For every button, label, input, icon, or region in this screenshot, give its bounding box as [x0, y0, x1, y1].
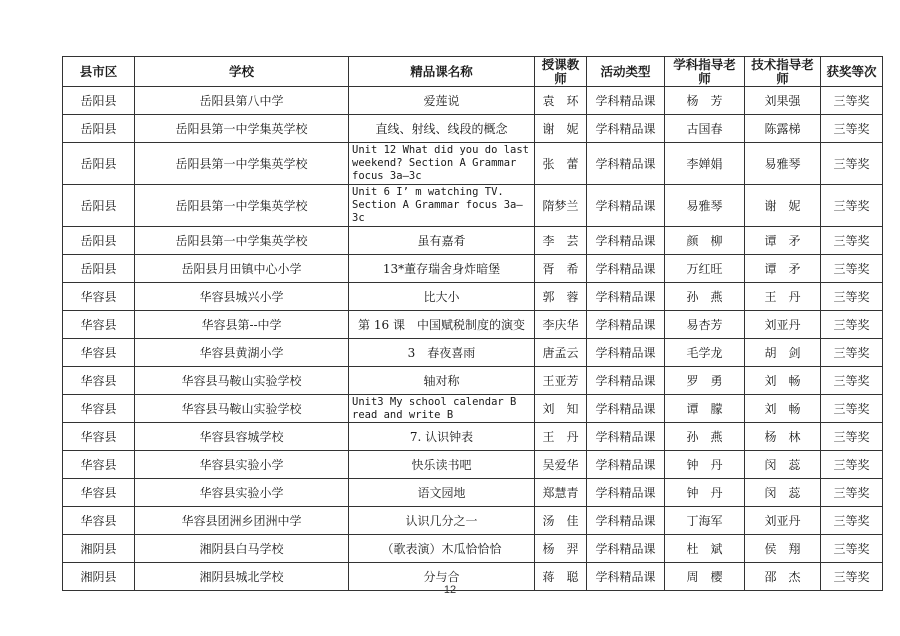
award-cell: 三等奖: [821, 535, 883, 563]
county-cell: 湘阴县: [63, 563, 135, 591]
school-cell: 岳阳县第一中学集英学校: [135, 185, 349, 227]
tech-advisor-cell: 闵 蕊: [745, 479, 821, 507]
activity-type-cell: 学科精品课: [587, 283, 665, 311]
tech-advisor-cell: 刘果强: [745, 87, 821, 115]
county-cell: 华容县: [63, 339, 135, 367]
tech-advisor-cell: 刘亚丹: [745, 507, 821, 535]
county-cell: 华容县: [63, 423, 135, 451]
award-cell: 三等奖: [821, 227, 883, 255]
activity-type-cell: 学科精品课: [587, 507, 665, 535]
course-cell: 虽有嘉肴: [349, 227, 535, 255]
course-cell: 直线、射线、线段的概念: [349, 115, 535, 143]
table-row: [63, 479, 883, 507]
county-cell: 华容县: [63, 479, 135, 507]
school-cell: 岳阳县第一中学集英学校: [135, 227, 349, 255]
subject-advisor-cell: 杨 芳: [665, 87, 745, 115]
course-cell: 快乐读书吧: [349, 451, 535, 479]
tech-advisor-cell: 刘亚丹: [745, 311, 821, 339]
award-table: [62, 56, 883, 591]
activity-type-cell: 学科精品课: [587, 115, 665, 143]
school-cell: 湘阴县白马学校: [135, 535, 349, 563]
col-header-award: 获奖等次: [821, 57, 883, 87]
award-cell: 三等奖: [821, 255, 883, 283]
course-cell: Unit 6 I’ m watching TV. Section A Grammar focus 3a—3c: [349, 185, 535, 227]
award-cell: 三等奖: [821, 283, 883, 311]
teacher-cell: 唐孟云: [535, 339, 587, 367]
teacher-cell: 汤 佳: [535, 507, 587, 535]
table-row: [63, 143, 883, 185]
teacher-cell: 郑慧青: [535, 479, 587, 507]
col-header-county: 县市区: [63, 57, 135, 87]
course-cell: 分与合: [349, 563, 535, 591]
teacher-cell: 李庆华: [535, 311, 587, 339]
table-row: [63, 339, 883, 367]
activity-type-cell: 学科精品课: [587, 395, 665, 423]
subject-advisor-cell: 颜 柳: [665, 227, 745, 255]
activity-type-cell: 学科精品课: [587, 255, 665, 283]
teacher-cell: 王 丹: [535, 423, 587, 451]
course-cell: 13*董存瑞舍身炸暗堡: [349, 255, 535, 283]
tech-advisor-cell: 刘 畅: [745, 367, 821, 395]
school-cell: 华容县实验小学: [135, 479, 349, 507]
award-cell: 三等奖: [821, 563, 883, 591]
school-cell: 华容县第--中学: [135, 311, 349, 339]
activity-type-cell: 学科精品课: [587, 311, 665, 339]
subject-advisor-cell: 谭 朦: [665, 395, 745, 423]
school-cell: 华容县实验小学: [135, 451, 349, 479]
subject-advisor-cell: 孙 燕: [665, 423, 745, 451]
teacher-cell: 蒋 聪: [535, 563, 587, 591]
course-cell: 语文园地: [349, 479, 535, 507]
col-header-teacher: 授课教师: [535, 57, 587, 87]
col-header-subject-advisor: 学科指导老师: [665, 57, 745, 87]
county-cell: 华容县: [63, 451, 135, 479]
activity-type-cell: 学科精品课: [587, 451, 665, 479]
award-cell: 三等奖: [821, 367, 883, 395]
activity-type-cell: 学科精品课: [587, 423, 665, 451]
award-cell: 三等奖: [821, 395, 883, 423]
award-cell: 三等奖: [821, 339, 883, 367]
course-cell: （歌表演）木瓜恰恰恰: [349, 535, 535, 563]
activity-type-cell: 学科精品课: [587, 227, 665, 255]
activity-type-cell: 学科精品课: [587, 87, 665, 115]
award-cell: 三等奖: [821, 87, 883, 115]
course-cell: 认识几分之一: [349, 507, 535, 535]
activity-type-cell: 学科精品课: [587, 535, 665, 563]
tech-advisor-cell: 陈露梯: [745, 115, 821, 143]
teacher-cell: 胥 希: [535, 255, 587, 283]
teacher-cell: 杨 羿: [535, 535, 587, 563]
school-cell: 华容县容城学校: [135, 423, 349, 451]
county-cell: 华容县: [63, 311, 135, 339]
table-row: [63, 283, 883, 311]
activity-type-cell: 学科精品课: [587, 339, 665, 367]
table-row: [63, 227, 883, 255]
table-row: [63, 535, 883, 563]
teacher-cell: 隋梦兰: [535, 185, 587, 227]
table-row: [63, 255, 883, 283]
col-header-school: 学校: [135, 57, 349, 87]
activity-type-cell: 学科精品课: [587, 185, 665, 227]
county-cell: 岳阳县: [63, 87, 135, 115]
school-cell: 岳阳县月田镇中心小学: [135, 255, 349, 283]
award-cell: 三等奖: [821, 479, 883, 507]
table-row: [63, 507, 883, 535]
subject-advisor-cell: 李婵娟: [665, 143, 745, 185]
county-cell: 湘阴县: [63, 535, 135, 563]
teacher-cell: 刘 知: [535, 395, 587, 423]
teacher-cell: 郭 蓉: [535, 283, 587, 311]
activity-type-cell: 学科精品课: [587, 479, 665, 507]
school-cell: 岳阳县第一中学集英学校: [135, 143, 349, 185]
activity-type-cell: 学科精品课: [587, 563, 665, 591]
school-cell: 岳阳县第一中学集英学校: [135, 115, 349, 143]
col-header-tech-advisor: 技术指导老师: [745, 57, 821, 87]
col-header-course: 精品课名称: [349, 57, 535, 87]
county-cell: 华容县: [63, 507, 135, 535]
activity-type-cell: 学科精品课: [587, 367, 665, 395]
tech-advisor-cell: 谭 矛: [745, 227, 821, 255]
tech-advisor-cell: 胡 剑: [745, 339, 821, 367]
tech-advisor-cell: 侯 翔: [745, 535, 821, 563]
course-cell: 爱莲说: [349, 87, 535, 115]
subject-advisor-cell: 古国春: [665, 115, 745, 143]
school-cell: 岳阳县第八中学: [135, 87, 349, 115]
award-cell: 三等奖: [821, 185, 883, 227]
subject-advisor-cell: 钟 丹: [665, 451, 745, 479]
course-cell: Unit 12 What did you do last weekend? Section A Grammar focus 3a—3c: [349, 143, 535, 185]
award-cell: 三等奖: [821, 507, 883, 535]
table-row: [63, 87, 883, 115]
header-row: [63, 57, 883, 87]
school-cell: 华容县城兴小学: [135, 283, 349, 311]
school-cell: 华容县黄湖小学: [135, 339, 349, 367]
course-cell: Unit3 My school calendar B read and write B: [349, 395, 535, 423]
tech-advisor-cell: 闵 蕊: [745, 451, 821, 479]
subject-advisor-cell: 罗 勇: [665, 367, 745, 395]
school-cell: 华容县马鞍山实验学校: [135, 367, 349, 395]
subject-advisor-cell: 易雅琴: [665, 185, 745, 227]
county-cell: 岳阳县: [63, 227, 135, 255]
teacher-cell: 谢 妮: [535, 115, 587, 143]
activity-type-cell: 学科精品课: [587, 143, 665, 185]
table-row: [63, 423, 883, 451]
table-row: [63, 115, 883, 143]
county-cell: 岳阳县: [63, 115, 135, 143]
subject-advisor-cell: 杜 斌: [665, 535, 745, 563]
award-cell: 三等奖: [821, 143, 883, 185]
award-cell: 三等奖: [821, 451, 883, 479]
subject-advisor-cell: 毛学龙: [665, 339, 745, 367]
teacher-cell: 王亚芳: [535, 367, 587, 395]
table-row: [63, 185, 883, 227]
course-cell: 轴对称: [349, 367, 535, 395]
subject-advisor-cell: 周 樱: [665, 563, 745, 591]
county-cell: 华容县: [63, 283, 135, 311]
tech-advisor-cell: 王 丹: [745, 283, 821, 311]
tech-advisor-cell: 刘 畅: [745, 395, 821, 423]
subject-advisor-cell: 孙 燕: [665, 283, 745, 311]
tech-advisor-cell: 谢 妮: [745, 185, 821, 227]
subject-advisor-cell: 丁海军: [665, 507, 745, 535]
table-row: [63, 395, 883, 423]
course-cell: 3 春夜喜雨: [349, 339, 535, 367]
award-cell: 三等奖: [821, 311, 883, 339]
col-header-activity-type: 活动类型: [587, 57, 665, 87]
table-row: [63, 367, 883, 395]
county-cell: 岳阳县: [63, 255, 135, 283]
school-cell: 湘阴县城北学校: [135, 563, 349, 591]
award-cell: 三等奖: [821, 115, 883, 143]
table-row: [63, 311, 883, 339]
county-cell: 华容县: [63, 395, 135, 423]
subject-advisor-cell: 钟 丹: [665, 479, 745, 507]
course-cell: 第 16 课 中国赋税制度的演变: [349, 311, 535, 339]
tech-advisor-cell: 邵 杰: [745, 563, 821, 591]
page-number: 12: [443, 584, 457, 596]
school-cell: 华容县马鞍山实验学校: [135, 395, 349, 423]
tech-advisor-cell: 杨 林: [745, 423, 821, 451]
course-cell: 比大小: [349, 283, 535, 311]
school-cell: 华容县团洲乡团洲中学: [135, 507, 349, 535]
tech-advisor-cell: 谭 矛: [745, 255, 821, 283]
award-cell: 三等奖: [821, 423, 883, 451]
table-row: [63, 451, 883, 479]
tech-advisor-cell: 易雅琴: [745, 143, 821, 185]
county-cell: 岳阳县: [63, 143, 135, 185]
teacher-cell: 袁 环: [535, 87, 587, 115]
course-cell: 7. 认识钟表: [349, 423, 535, 451]
county-cell: 华容县: [63, 367, 135, 395]
table-body: [63, 87, 883, 591]
county-cell: 岳阳县: [63, 185, 135, 227]
subject-advisor-cell: 易杏芳: [665, 311, 745, 339]
subject-advisor-cell: 万红旺: [665, 255, 745, 283]
teacher-cell: 吴爱华: [535, 451, 587, 479]
teacher-cell: 李 芸: [535, 227, 587, 255]
teacher-cell: 张 蕾: [535, 143, 587, 185]
